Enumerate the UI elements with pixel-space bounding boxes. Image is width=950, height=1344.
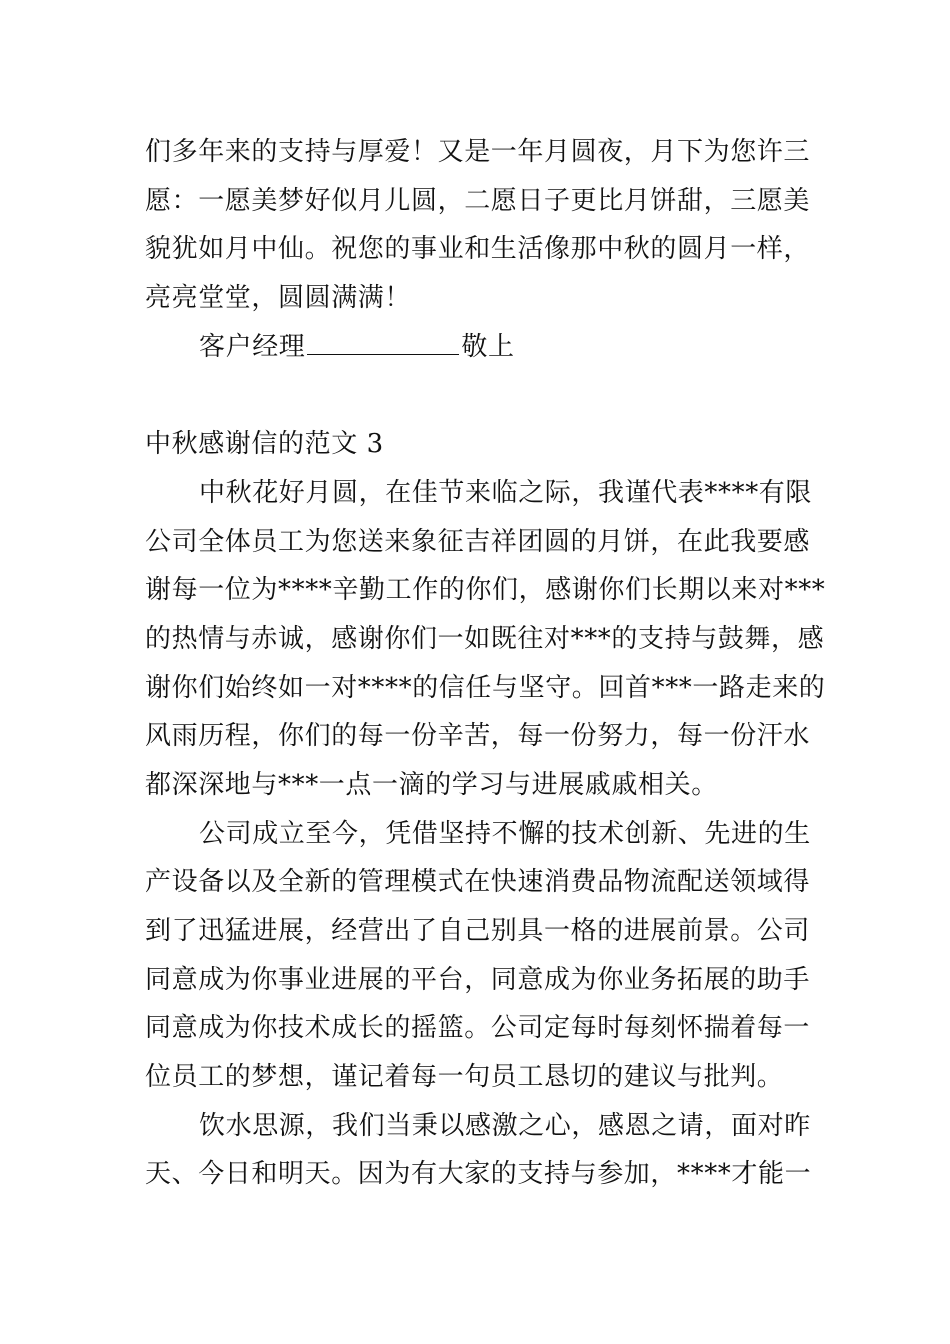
signature-line	[145, 323, 807, 372]
paragraph-line: 们多年来的支持与厚爱！又是一年月圆夜，月下为您许三	[145, 137, 811, 167]
paragraph-line: 公司全体员工为您送来象征吉祥团圆的月饼，在此我要感	[145, 526, 811, 557]
paragraph-line: 亮亮堂堂，圆圆满满！	[145, 283, 412, 314]
paragraph-line: 风雨历程，你们的每一份辛苦，每一份努力，每一份汗水	[145, 721, 811, 752]
paragraph-line: 产设备以及全新的管理模式在快速消费品物流配送领域得	[145, 867, 811, 898]
paragraph-line: 谢每一位为****辛勤工作的你们，感谢你们长期以来对***	[145, 575, 826, 606]
paragraph-line: 位员工的梦想，谨记着每一句员工恳切的建议与批判。	[145, 1062, 784, 1093]
paragraph-line: 公司成立至今，凭借坚持不懈的技术创新、先进的生	[199, 818, 811, 849]
paragraph-line: 的热情与赤诚，感谢你们一如既往对***的支持与鼓舞，感	[145, 623, 825, 654]
paragraph-2	[145, 810, 811, 1102]
signature-suffix: 敬上	[461, 331, 515, 362]
paragraph-line: 同意成为你事业进展的平台，同意成为你业务拓展的助手	[145, 964, 811, 995]
paragraph-line: 貌犹如月中仙。祝您的事业和生活像那中秋的圆月一样，	[145, 234, 811, 265]
paragraph-line: 到了迅猛进展，经营出了自己别具一格的进展前景。公司	[145, 916, 811, 946]
paragraph-1	[145, 469, 826, 810]
paragraph-line: 愿：一愿美梦好似月儿圆，二愿日子更比月饼甜，三愿美	[145, 185, 811, 216]
document-page	[145, 128, 826, 1199]
paragraph-line: 都深深地与***一点一滴的学习与进展戚戚相关。	[145, 769, 718, 800]
paragraph-3	[145, 1102, 812, 1199]
paragraph-line: 中秋花好月圆，在佳节来临之际，我谨代表****有限	[199, 477, 813, 508]
section-title: 中秋感谢信的范文 3	[145, 429, 384, 460]
section-gap	[145, 371, 807, 420]
paragraph-line: 谢你们始终如一对****的信任与坚守。回首***一路走来的	[145, 672, 826, 703]
paragraph-line: 饮水思源，我们当秉以感激之心，感恩之请，面对昨	[199, 1110, 811, 1141]
signature-prefix: 客户经理	[199, 331, 306, 362]
paragraph-continued	[145, 128, 811, 323]
paragraph-line: 同意成为你技术成长的摇篮。公司定每时每刻怀揣着每一	[145, 1013, 811, 1044]
paragraph-line: 天、今日和明天。因为有大家的支持与参加，****才能一	[145, 1159, 812, 1190]
signature-blank	[307, 332, 459, 355]
